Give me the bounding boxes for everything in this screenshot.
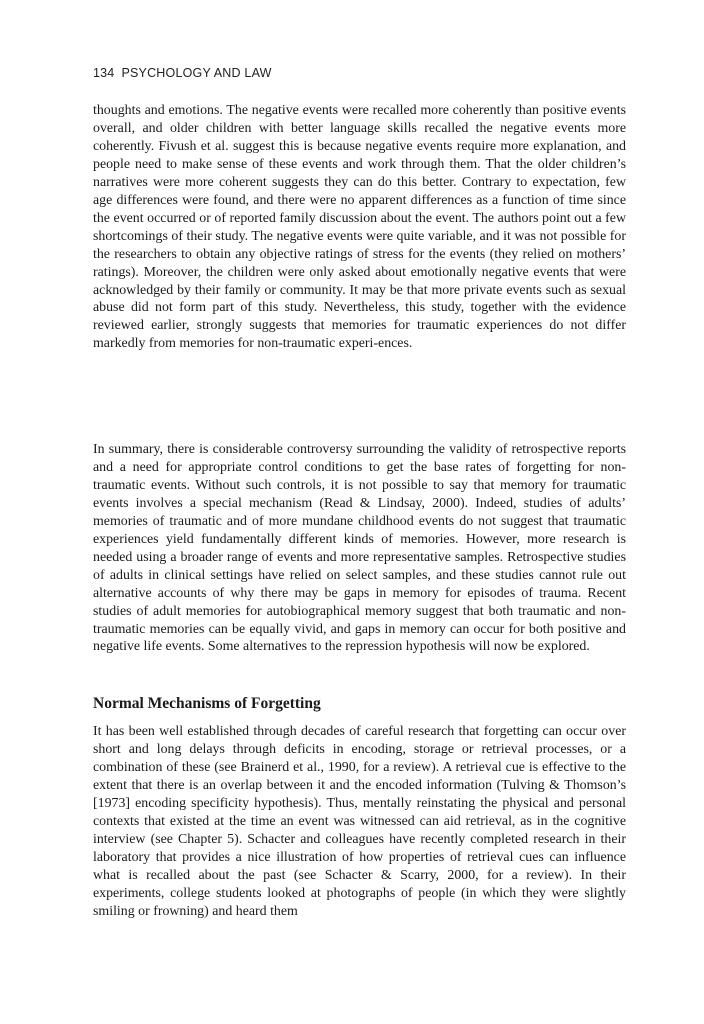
body-paragraph: thoughts and emotions. The negative events were recalled more coherently than positive events overall, and older children with better language skills recalled the negative events more coherently. Fivush et al. suggest this is because negative events require more explanation, and people need to make sense of these events and work through them. That the older children’s narratives were more coherent suggests they can do this better. Contrary to expectation, few age differences were found, and there were no apparent differences as a function of time since the event occurred or of reported family discussion about the event. The authors point out a few shortcomings of their study. The negative events were quite variable, and it was not possible for the researchers to obtain any objective ratings of stress for the events (they relied on mothers’ ratings). Moreover, the children were only asked about emotionally negative events that were acknowledged by their family or community. It may be that more private events such as sexual abuse did not form part of this study. Nevertheless, this study, together with the evidence reviewed earlier, strongly suggests that memories for traumatic experiences do not differ markedly from memories for non-traumatic experi-ences. (93, 103, 626, 352)
running-head (93, 66, 272, 80)
running-title: PSYCHOLOGY AND LAW (121, 66, 272, 80)
page-number: 134 (93, 66, 115, 80)
section-heading: Normal Mechanisms of Forgetting (93, 695, 321, 712)
body-paragraph: It has been well established through decades of careful research that forgetting can occur over short and long delays through deficits in encoding, storage or retrieval processes, or a combination of these (see Brainerd et al., 1990, for a review). A retrieval cue is effective to the extent that there is an overlap between it and the encoded information (Tulving & Thomson’s [1973] encoding specificity hypothesis). Thus, mentally reinstating the physical and personal contexts that existed at the time an event was witnessed can aid retrieval, as in the cognitive interview (see Chapter 5). Schacter and colleagues have recently completed research in their laboratory that provides a nice illustration of how properties of retrieval cues can influence what is recalled about the past (see Schacter & Scarry, 2000, for a review). In their experiments, college students looked at photographs of people (in which they were slightly smiling or frowning) and heard them (93, 724, 626, 919)
body-paragraph: In summary, there is considerable controversy surrounding the validity of retrospective reports and a need for appropriate control conditions to get the base rates of forgetting for non-traumatic events. Without such controls, it is not possible to say that memory for traumatic events involves a special mechanism (Read & Lindsay, 2000). Indeed, studies of adults’ memories of traumatic and of more mundane childhood events do not suggest that traumatic experiences yield fundamentally different kinds of memories. However, more research is needed using a broader range of events and more representative samples. Retrospective studies of adults in clinical settings have relied on select samples, and these studies cannot rule out alternative accounts of why there may be gaps in memory for episodes of trauma. Recent studies of adult memories for autobiographical memory suggest that both traumatic and non-traumatic memories can be equally vivid, and gaps in memory can occur for both positive and negative life events. Some alternatives to the repression hypothesis will now be explored. (93, 442, 626, 655)
